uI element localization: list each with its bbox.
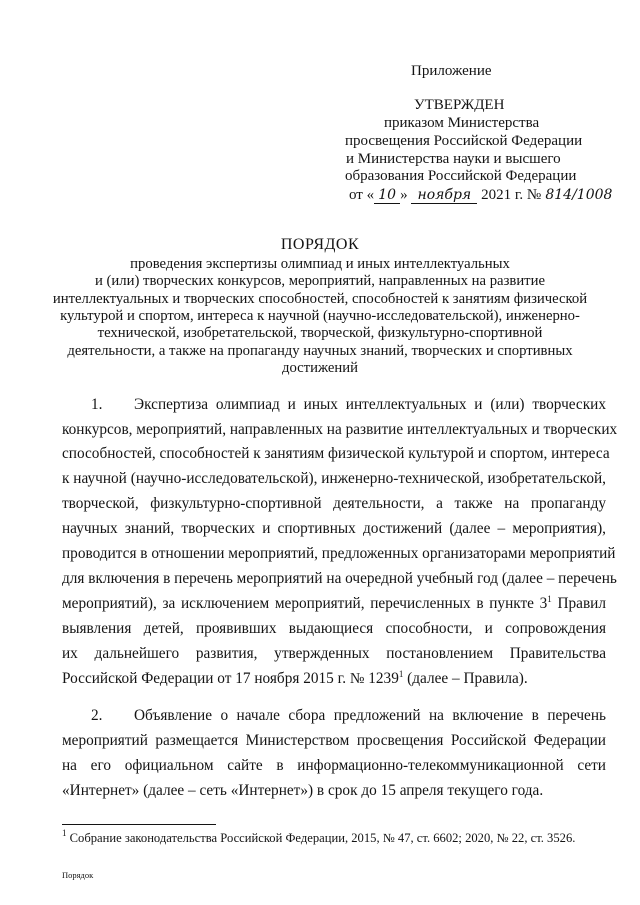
subtitle-line: технической, изобретательской, творческой, физкультурно-спортивной	[97, 325, 543, 341]
paragraph-1-line: творческой, физкультурно-спортивной деятельности, а также на пропаганду	[62, 495, 606, 512]
approval-line-4: образования Российской Федерации	[345, 168, 577, 184]
footnote	[62, 829, 575, 847]
text-run: Правил	[551, 595, 606, 612]
text-run: (далее – Правила).	[403, 670, 528, 687]
paragraph-1-text: Экспертиза олимпиад и иных интеллектуальных и (или) творческих	[134, 396, 606, 413]
paragraph-1-line: проводится в отношении мероприятий, предложенных организаторами мероприятий	[62, 545, 616, 562]
date-day-handwritten: 10	[374, 188, 400, 204]
approved-label: УТВЕРЖДЕН	[414, 97, 505, 113]
paragraph-2-text: Объявление о начале сбора предложений на включение в перечень	[134, 707, 606, 724]
footnote-text: Собрание законодательства Российской Федерации, 2015, № 47, ст. 6602; 2020, № 22, ст. 3526.	[66, 831, 576, 845]
date-mid: »	[400, 187, 408, 203]
document-title: ПОРЯДОК	[280, 236, 360, 253]
paragraph-1-line-with-ref	[62, 595, 606, 613]
paragraph-2-number: 2.	[91, 707, 103, 724]
paragraph-1-line: их дальнейшего развития, утвержденных постановлением Правительства	[62, 645, 606, 662]
footnote-mark: 1	[62, 828, 67, 838]
paragraph-2-line: на его официальном сайте в информационно-телекоммуникационной сети	[62, 757, 606, 774]
paragraph-2-line: мероприятий размещается Министерством просвещения Российской Федерации	[62, 732, 606, 749]
approval-date-line	[349, 186, 613, 204]
order-number-handwritten: 814/1008	[545, 187, 613, 203]
date-month-handwritten: ноября	[411, 188, 477, 204]
paragraph-1-last-line	[62, 670, 606, 688]
footnote-ref: 1	[547, 594, 552, 604]
paragraph-1-line: к научной (научно-исследовательской), инженерно-технической, изобретательской,	[62, 470, 606, 487]
approval-line-3: и Министерства науки и высшего	[346, 151, 561, 167]
paragraph-1-line: способностей, способностей к занятиям физической культурой и спортом, интереса	[62, 445, 610, 462]
subtitle-line: культурой и спортом, интереса к научной (научно-исследовательской), инженерно-	[60, 308, 580, 324]
paragraph-1-number: 1.	[91, 396, 103, 413]
approval-line-2: просвещения Российской Федерации	[345, 133, 583, 149]
subtitle-line: деятельности, а также на пропаганду научных знаний, творческих и спортивных	[67, 343, 573, 359]
subtitle-line: и (или) творческих конкурсов, мероприятий, направленных на развитие	[95, 273, 545, 289]
paragraph-2-last-line: «Интернет» (далее – сеть «Интернет») в срок до 15 апреля текущего года.	[62, 782, 544, 799]
approval-line-1: приказом Министерства	[384, 115, 540, 131]
text-run: мероприятий), за исключением мероприятий, перечисленных в пункте 3	[62, 595, 548, 612]
paragraph-1-line: конкурсов, мероприятий, направленных на развитие интеллектуальных и творческих	[62, 421, 618, 438]
subtitle-line: достижений	[281, 360, 359, 376]
paragraph-1-line: для включения в перечень мероприятий на очередной учебный год (далее – перечень	[62, 570, 617, 587]
paragraph-1-line: выявления детей, проявивших выдающиеся способности, и сопровождения	[62, 620, 606, 637]
footnote-divider	[62, 824, 216, 825]
text-run: Российской Федерации от 17 ноября 2015 г. № 1239	[62, 670, 399, 687]
paragraph-1-line: научных знаний, творческих и спортивных достижений (далее – мероприятия),	[62, 520, 606, 537]
date-year: 2021 г. №	[481, 187, 542, 203]
date-prefix: от «	[349, 187, 375, 203]
footnote-ref: 1	[398, 669, 404, 679]
subtitle-line: проведения экспертизы олимпиад и иных интеллектуальных	[130, 256, 510, 272]
footer-label: Порядок	[62, 870, 94, 880]
appendix-label: Приложение	[411, 63, 492, 79]
subtitle-line: интеллектуальных и творческих способностей, способностей к занятиям физической	[52, 291, 588, 307]
